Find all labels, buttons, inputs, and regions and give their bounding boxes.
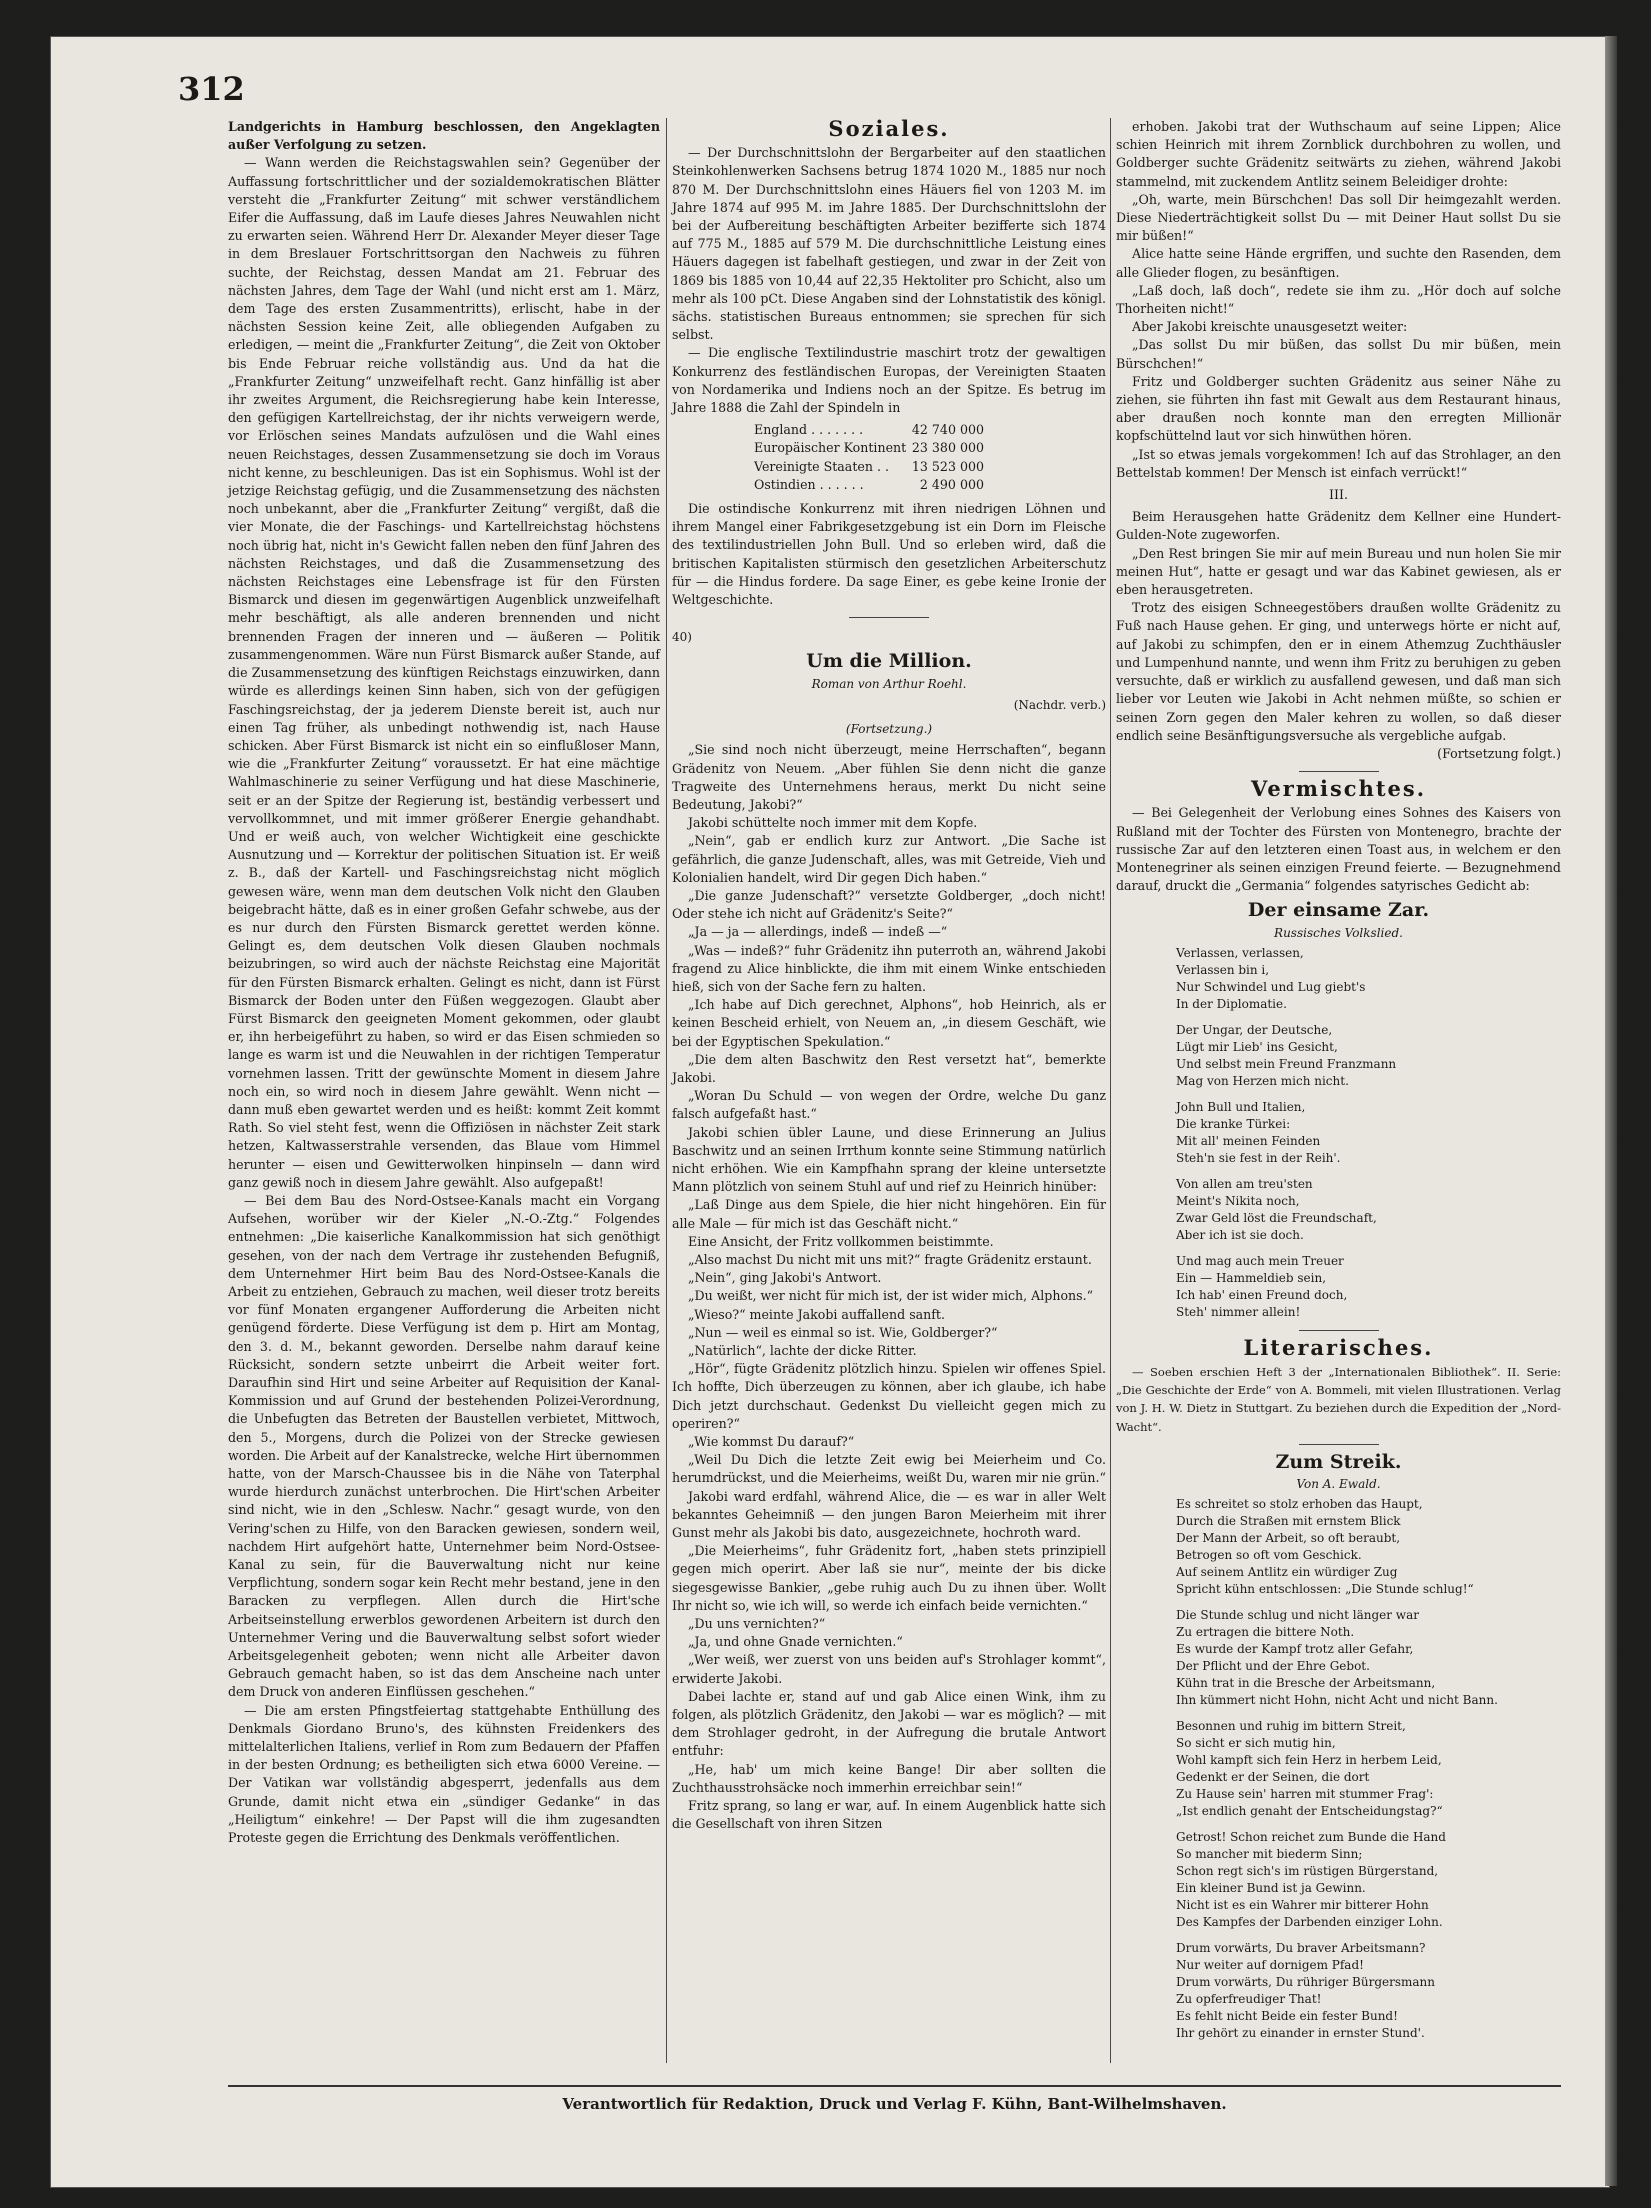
poem-line: Nicht ist es ein Wahrer mir bitterer Hohn xyxy=(1176,1898,1429,1913)
article-paragraph: Die ostindische Konkurrenz mit ihren niedrigen Löhnen und ihrem Mangel einer Fabrikgesetzgebung ist ein Dorn im Fleische des textilindustriellen John Bull. Und so erleben wird, daß die britischen Kapitalisten stürmisch den gesetzlichen Arbeiterschutz für — die Hindus fordere. Da sage Einer, es gebe keine Ironie der Weltgeschichte. xyxy=(672,501,1106,608)
poem-line: Ein — Hammeldieb sein, xyxy=(1176,1270,1327,1285)
poem-line: Drum vorwärts, Du rühriger Bürgersmann xyxy=(1176,1975,1436,1990)
column-2 xyxy=(672,118,1106,1833)
poem-subtitle: Russisches Volkslied. xyxy=(1274,925,1403,940)
story-paragraph: „Nein“, gab er endlich kurz zur Antwort. „Die Sache ist gefährlich, die ganze Judenschaft, alles, was mit Getreide, Vieh und Kolonialien handelt, wird Dir gegen Dich haben.“ xyxy=(672,833,1106,885)
table-row: England . . . . . . . 42 740 000 xyxy=(754,422,984,438)
story-paragraph: „Oh, warte, mein Bürschchen! Das soll Dir heimgezahlt werden. Diese Niederträchtigkeit sollst Du — mit Deiner Haut sollst Du sie mir büßen!“ xyxy=(1116,191,1561,244)
poem-line: Nur weiter auf dornigem Pfad! xyxy=(1176,1958,1364,1973)
story-paragraph: erhoben. Jakobi trat der Wuthschaum auf seine Lippen; Alice schien Heinrich mit ihrem Zornblick durchbohren zu wollen, und Goldberger suchte Grädenitz seitwärts zu ziehen, während Jakobi stammelnd, mit zuckendem Antlitz seinem Beleidiger drohte: xyxy=(1116,119,1561,189)
poem-line: So sicht er sich mutig hin, xyxy=(1176,1736,1336,1751)
section-heading-literarisches: Literarisches. xyxy=(1243,1334,1434,1360)
poem-line: Zu ertragen die bittere Noth. xyxy=(1176,1625,1355,1640)
novel-text-continued xyxy=(1116,508,1561,745)
story-paragraph: Dabei lachte er, stand auf und gab Alice einen Wink, ihm zu folgen, als plötzlich Grädenitz, den Jakobi — war es möglich? — mit dem Strohlager gedroht, in der Aufregung die brutale Antwort entfuhr: xyxy=(672,1688,1106,1759)
story-paragraph: „Wieso?“ meinte Jakobi auffallend sanft. xyxy=(688,1306,945,1322)
novel-text xyxy=(672,741,1106,1833)
poem-line: John Bull und Italien, xyxy=(1176,1099,1306,1114)
poem-title: Der einsame Zar. xyxy=(1247,899,1430,922)
poem-line: Ihn kümmert nicht Hohn, nicht Acht und nicht Bann. xyxy=(1176,1693,1498,1708)
story-paragraph: „Nein“, ging Jakobi's Antwort. xyxy=(688,1270,882,1286)
table-row: Europäischer Kontinent 23 380 000 xyxy=(754,440,984,456)
continuation-note: (Fortsetzung.) xyxy=(845,722,933,737)
novel-text-continued xyxy=(1116,118,1561,482)
poem-line: Mag von Herzen mich nicht. xyxy=(1176,1073,1349,1088)
article-paragraph: — Bei dem Bau des Nord-Ostsee-Kanals macht ein Vorgang Aufsehen, worüber wir der Kieler „N.-O.-Ztg.“ Folgendes entnehmen: „Die kaiserliche Kanalkommission hat sich genöthigt gesehen, von der nach dem Vertrage ihr zustehenden Befugniß, dem Unternehmer Hirt beim Bau des Nord-Ostsee-Kanals die Arbeit zu entziehen, Gebrauch zu machen, weil dieser trotz bereits vor fünf Monaten ergangener Aufforderung die Arbeiten nicht genügend förderte. Diese Verfügung ist dem p. Hirt am Montag, den 3. d. M., bekannt geworden. Derselbe nahm darauf keine Rücksicht, sondern setzte unbeirrt die Arbeit weiter fort. Daraufhin sind Hirt und seine Arbeiter auf Requisition der Kanal-Kommission und auf Grund der bestehenden Polizei-Verordnung, die Unbefugten das Betreten der Baustellen verbietet, Mittwoch, den 5., Morgens, durch die Polizei von der Strecke gewiesen worden. Die Arbeit auf der Kanalstrecke, welche Hirt übernommen hatte, von der Marsch-Chaussee bis in die Nähe von Taterphal wurde hierdurch zunächst unterbrochen. Die Hirt'schen Arbeiter sind nicht, wie in den „Schlesw. Nachr.“ gesagt wurde, von den Vering'schen zu Hilfe, von den Baracken gewiesen, sondern weil, nachdem Hirt aufgehört hatte, Unternehmer beim Nord-Ostsee-Kanal zu sein, für die Bauverwaltung nicht nur keine Verpflichtung, sondern sogar kein Recht mehr bestand, jene in den Baracken zu verpflegen. Allen durch die Hirt'sche Arbeitseinstellung erwerblos gewordenen Arbeitern ist durch den Unternehmer Vering und die Bauverwaltung selbst sofort wieder Arbeitsgelegenheit geboten; wenn nicht alle Arbeiter davon Gebrauch gemacht haben, so ist das dem Anscheine nach unter dem Druck von anderen Einflüssen geschehen.“ xyxy=(228,1192,660,1700)
story-paragraph: „Du uns vernichten?“ xyxy=(688,1616,826,1632)
story-paragraph: „Ich habe auf Dich gerechnet, Alphons“, hob Heinrich, als er keinen Bescheid erhielt, von Neuem an, „in diesem Geschäft, wie bei der Egyptischen Spekulation.“ xyxy=(672,997,1106,1049)
story-paragraph: Jakobi ward erdfahl, während Alice, die — es war in aller Welt bekanntes Geheimniß — den jungen Baron Meierheim mit ihrer Gunst mehr als Jakobi bis dato, ausgezeichnete, hochroth ward. xyxy=(672,1488,1106,1541)
section-heading-vermischtes: Vermischtes. xyxy=(1250,776,1427,802)
table-row: Vereinigte Staaten . . 13 523 000 xyxy=(754,458,984,474)
story-paragraph: „Du weißt, wer nicht für mich ist, der ist wider mich, Alphons.“ xyxy=(688,1288,1094,1304)
story-paragraph: „Ja, und ohne Gnade vernichten.“ xyxy=(688,1634,903,1650)
poem-line: Und selbst mein Freund Franzmann xyxy=(1176,1056,1397,1071)
poem xyxy=(1176,945,1561,1321)
story-paragraph: „Ja — ja — allerdings, indeß — indeß —“ xyxy=(688,924,948,940)
article-paragraph: — Wann werden die Reichstagswahlen sein? Gegenüber der Auffassung fortschrittlicher und der sozialdemokratischen Blätter versteht die „Frankfurter Zeitung“ mit schwer verständlichem Eifer die Auffassung, daß im Laufe dieses Jahres Neuwahlen nicht zu erwarten seien. Während Herr Dr. Alexander Meyer dieser Tage in dem Breslauer Fortschrittsorgan den Nachweis zu führen suchte, der Reichstag, dessen Mandat am 21. Februar des nächsten Jahres, dem Tage der Wahl (und nicht erst am 1. März, dem Tage des ersten Zusammentritts), erlischt, habe in der nächsten Session keine Zeit, alle obliegenden Aufgaben zu erledigen, — meint die „Frankfurter Zeitung“, die Zeit von Oktober bis Ende Februar reiche vollständig aus. Und da hat die „Frankfurter Zeitung“ unzweifelhaft recht. Ganz hinfällig ist aber ihr zweites Argument, die Reichsregierung habe kein Interesse, den gefügigen Kartellreichstag, der ihr nichts verweigern werde, vor Erlöschen seines Mandats aufzulösen und die Wahl eines neuen Reichstages, dessen Zusammensetzung sie doch im Voraus nicht kenne, zu beschleunigen. Das ist ein Sophismus. Wohl ist der jetzige Reichstag gefügig, und die Zusammensetzung des nächsten noch unbekannt, aber die „Frankfurter Zeitung“ vergißt, daß die vier Monate, die der Faschings- und Kartellreichstag höchstens noch übrig hat, nicht in's Gewicht fallen neben den fünf Jahren des nächsten Reichstages, und daß die Zusammensetzung des nächsten Reichstages eine Lebensfrage ist für den Fürsten Bismarck und diesen im gegenwärtigen Augenblick unzweifelhaft mehr beschäftigt, als alle anderen brennenden und nicht brennenden Fragen der inneren und — äußeren — Politik zusammengenommen. Wäre nun Fürst Bismarck außer Stande, auf die Zusammensetzung des künftigen Reichstags einzuwirken, dann würde es allerdings keinen Sinn haben, sich von der gefügigen Faschingsreichstag, der ja jederem Dienste bereit ist, auch nur einen Tag früher, als unbedingt nothwendig ist, nach Hause schicken. Aber Fürst Bismarck ist nicht ein so einflußloser Mann, wie die „Frankfurter Zeitung“ voraussetzt. Er hat eine mächtige Wahlmaschinerie zu seiner Verfügung und hat diese Maschinerie, seit er an der Spitze der Regierung ist, beständig verbessert und vervollkommnet, und mit immer größerer Energie gehandhabt. Und er weiß auch, von welcher Wichtigkeit eine geschickte Ausnutzung und — Korrektur der politischen Situation ist. Er weiß z. B., daß der Kartell- und Faschingsreichstag nicht möglich gewesen wäre, wenn man dem deutschen Volk nicht den Glauben beigebracht hätte, daß es in einer großen Gefahr schwebe, aus der es nur durch den Fürsten Bismarck gerettet werden könne. Gelingt es, dem deutschen Volk diesen Glauben nochmals beizubringen, so wird auch der nächste Reichstag eine Majorität für den Fürsten Bismarck erhalten. Gelingt es nicht, dann ist Fürst Bismarck der Boden unter den Füßen weggezogen. Glaubt aber Fürst Bismarck den geeigneten Moment gekommen, oder glaubt er, ihn herbeigeführt zu haben, so wird er das Eisen schmieden so lange es warm ist und die Neuwahlen in der richtigen Temperatur vornehmen lassen. Tritt der gewünschte Moment in diesem Jahre noch ein, so wird noch in diesem Jahre gewählt. Wenn nicht — dann muß eben gewartet werden und es heißt: kommt Zeit kommt Rath. So viel steht fest, wenn die Offiziösen in nächster Zeit stark hetzen, Kaltwasserstrahle versenden, das Blaue vom Himmel herunter — eisen und Gewitterwolken hinpinseln — dann wird ganz gewiß noch in diesem Jahre gewählt. Also aufgepaßt! xyxy=(228,155,660,1190)
separator xyxy=(1299,1330,1379,1331)
story-paragraph: Alice hatte seine Hände ergriffen, und suchte den Rasenden, dem alle Glieder flogen, zu besänftigen. xyxy=(1116,246,1561,280)
poem-line: Ihr gehört zu einander in ernster Stund'. xyxy=(1176,2026,1425,2041)
reprint-notice: (Nachdr. verb.) xyxy=(1013,697,1106,712)
imprint-footer: Verantwortlich für Redaktion, Druck und Verlag F. Kühn, Bant-Wilhelmshaven. xyxy=(228,2085,1561,2113)
poem-line: Die kranke Türkei: xyxy=(1176,1116,1291,1131)
poem-line: Und mag auch mein Treuer xyxy=(1176,1253,1344,1268)
story-paragraph: Aber Jakobi kreischte unausgesetzt weiter: xyxy=(1132,319,1408,335)
poem-stanza xyxy=(1176,1718,1561,1820)
story-paragraph: „Ist so etwas jemals vorgekommen! Ich auf das Strohlager, an den Bettelstab kommen! Der Mensch ist einfach verrückt!“ xyxy=(1116,446,1561,480)
spindle-table xyxy=(754,421,984,494)
poem-stanza xyxy=(1176,1607,1561,1709)
story-paragraph: „Also machst Du nicht mit uns mit?“ fragte Grädenitz erstaunt. xyxy=(688,1251,1092,1267)
poem-line: Der Ungar, der Deutsche, xyxy=(1176,1022,1333,1037)
article-paragraph: — Bei Gelegenheit der Verlobung eines Sohnes des Kaisers von Rußland mit der Tochter des Fürsten von Montenegro, brachte der russische Zar auf den letzteren einen Toast aus, in welchem er den Montenegriner als seinen einzigen Freund feierte. — Bezugnehmend darauf, druckt die „Germania“ folgendes satyrisches Gedicht ab: xyxy=(1116,805,1561,894)
poem-stanza xyxy=(1176,1940,1561,2042)
article-paragraph: Landgerichts in Hamburg beschlossen, den Angeklagten außer Verfolgung zu setzen. xyxy=(228,119,660,153)
poem-line: Der Mann der Arbeit, so oft beraubt, xyxy=(1176,1531,1401,1546)
story-paragraph: „Woran Du Schuld — von wegen der Ordre, welche Du ganz falsch aufgefaßt hast.“ xyxy=(672,1088,1106,1122)
story-paragraph: Jakobi schüttelte noch immer mit dem Kopfe. xyxy=(688,815,978,831)
poem-line: Durch die Straßen mit ernstem Blick xyxy=(1176,1514,1401,1529)
poem-line: Es wurde der Kampf trotz aller Gefahr, xyxy=(1176,1642,1414,1657)
chapter-number: III. xyxy=(1329,487,1348,503)
poem-line: Spricht kühn entschlossen: „Die Stunde schlug!“ xyxy=(1176,1582,1474,1597)
poem-line: So mancher mit biederm Sinn; xyxy=(1176,1847,1363,1862)
story-paragraph: „He, hab' um mich keine Bange! Dir aber sollten die Zuchthausstrohsäcke noch immerhin erreichbar sein!“ xyxy=(672,1761,1106,1795)
story-paragraph: „Natürlich“, lachte der dicke Ritter. xyxy=(688,1343,917,1358)
poem-line: In der Diplomatie. xyxy=(1176,996,1287,1011)
poem-line: Steh' nimmer allein! xyxy=(1176,1304,1301,1319)
story-paragraph: „Laß Dinge aus dem Spiele, die hier nicht hingehören. Ein für alle Male — für mich ist das Geschäft nicht.“ xyxy=(672,1197,1106,1231)
poem-line: Des Kampfes der Darbenden einziger Lohn. xyxy=(1176,1915,1443,1930)
poem-line: Die Stunde schlug und nicht länger war xyxy=(1176,1608,1419,1623)
poem-stanza xyxy=(1176,1099,1561,1167)
poem-line: Von allen am treu'sten xyxy=(1176,1176,1313,1191)
separator xyxy=(1299,771,1379,772)
column-rule xyxy=(1110,118,1111,2063)
column-1 xyxy=(228,118,660,1847)
article-paragraph: — Die englische Textilindustrie maschirt trotz der gewaltigen Konkurrenz des festländischen Europas, der Vereinigten Staaten von Nordamerika und Indiens noch an der Spitze. Es betrug im Jahre 1888 die Zahl der Spindeln in xyxy=(672,345,1106,416)
article-paragraph: — Soeben erschien Heft 3 der „Internationalen Bibliothek“. II. Serie: „Die Geschichte der Erde“ von A. Bommeli, mit vielen Illustrationen. Verlag von J. H. W. Dietz in Stuttgart. Zu beziehen durch die Expedition der „Nord-Wacht“. xyxy=(1116,1364,1561,1434)
story-paragraph: „Nun — weil es einmal so ist. Wie, Goldberger?“ xyxy=(688,1324,998,1340)
story-paragraph: Fritz sprang, so lang er war, auf. In einem Augenblick hatte sich die Gesellschaft von ihren Sitzen xyxy=(672,1798,1106,1832)
poem-line: Besonnen und ruhig im bittern Streit, xyxy=(1176,1719,1406,1734)
story-paragraph: „Das sollst Du mir büßen, das sollst Du mir büßen, mein Bürschchen!“ xyxy=(1116,337,1561,371)
poem-title: Zum Streik. xyxy=(1275,1450,1402,1473)
installment-number: 40) xyxy=(672,630,692,645)
poem-line: Es schreitet so stolz erhoben das Haupt, xyxy=(1176,1497,1423,1512)
story-paragraph: Trotz des eisigen Schneegestöbers draußen wollte Grädenitz zu Fuß nach Hause gehen. Er ging, und unterwegs hörte er nicht auf, auf Jakobi zu schimpfen, den er in einem Athemzug Zuchthäusler und Lumpenhund nannte, und wenn ihm Fritz zu beruhigen zu geben versuchte, daß er wirklich zu ausfallend gewesen, und daß man sich lieber vor Leuten wie Jakobi in Acht nehmen müßte, so schien er seinen Zorn gegen den Maler kehren zu wollen, so daß dieser endlich seine Besänftigungsversuche als vergebliche aufgab. xyxy=(1116,600,1561,743)
poem-line: Verlassen, verlassen, xyxy=(1176,945,1304,960)
story-paragraph: „Die dem alten Baschwitz den Rest versetzt hat“, bemerkte Jakobi. xyxy=(672,1051,1106,1085)
story-paragraph: „Wie kommst Du darauf?“ xyxy=(688,1434,855,1450)
story-paragraph: „Laß doch, laß doch“, redete sie ihm zu. „Hör doch auf solche Thorheiten nicht!“ xyxy=(1116,282,1561,317)
poem-line: Zwar Geld löst die Freundschaft, xyxy=(1176,1210,1377,1225)
story-paragraph: „Was — indeß?“ fuhr Grädenitz ihn puterroth an, während Jakobi fragend zu Alice hinblickte, die ihm mit einem Winke entschieden hieß, sich von der Sache fern zu halten. xyxy=(672,942,1106,994)
page-number: 312 xyxy=(178,70,245,108)
article-paragraph: — Die am ersten Pfingstfeiertag stattgehabte Enthüllung des Denkmals Giordano Bruno's, des kühnsten Freidenkers des mittelalterlichen Italiens, verlief in Rom zum Bedauern der Pfaffen in der besten Ordnung; es betheiligten sich etwa 6000 Vereine. — Der Vatikan war vollständig abgesperrt, jedenfalls aus dem Grunde, damit nicht etwa ein „sündiger Gedanke“ in das „Heiligtum“ einkehre! — Der Papst will die ihm zugesandten Proteste gegen die Errichtung des Denkmals veröffentlichen. xyxy=(228,1702,660,1846)
poem-stanza xyxy=(1176,945,1561,1013)
section-heading-soziales: Soziales. xyxy=(828,116,950,141)
poem xyxy=(1176,1496,1561,2042)
poem-line: Zu Hause sein' harren mit stummer Frag': xyxy=(1176,1787,1434,1802)
article-paragraph: — Der Durchschnittslohn der Bergarbeiter auf den staatlichen Steinkohlenwerken Sachsens betrug 1874 1020 M., 1885 nur noch 870 M. Der Durchschnittslohn eines Häuers fiel von 1203 M. im Jahre 1874 auf 995 M. im Jahre 1885. Der Durchschnittslohn der bei der Aufbereitung beschäftigten Arbeiter bezifferte sich 1874 auf 775 M., 1885 auf 579 M. Die durchschnittliche Leistung eines Häuers dagegen ist fabelhaft gestiegen, und zwar in der Zeit von 1869 bis 1885 von 10,44 auf 22,35 Hektoliter pro Schicht, also um mehr als 100 pCt. Diese Angaben sind der Lohnstatistik des königl. sächs. statistischen Bureaus entnommen; sie sprechen für sich selbst. xyxy=(672,145,1106,343)
book-edge xyxy=(1605,36,1617,2186)
story-paragraph: „Die ganze Judenschaft?“ versetzte Goldberger, „doch nicht! Oder stehe ich nicht auf Grädenitz's Seite?“ xyxy=(672,887,1106,922)
novel-title: Um die Million. xyxy=(806,650,972,673)
to-be-continued: (Fortsetzung folgt.) xyxy=(1437,745,1561,761)
poem-line: Drum vorwärts, Du braver Arbeitsmann? xyxy=(1176,1941,1426,1956)
poem-stanza xyxy=(1176,1829,1561,1931)
poem-line: Kühn trat in die Bresche der Arbeitsmann, xyxy=(1176,1676,1436,1691)
poem-stanza xyxy=(1176,1022,1561,1090)
story-paragraph: „Wer weiß, wer zuerst von uns beiden auf's Strohlager kommt“, erwiderte Jakobi. xyxy=(672,1652,1106,1686)
separator xyxy=(849,617,929,618)
poem-stanza xyxy=(1176,1253,1561,1321)
poem-line: Ein kleiner Bund ist ja Gewinn. xyxy=(1176,1881,1366,1896)
story-paragraph: „Hör“, fügte Grädenitz plötzlich hinzu. Spielen wir offenes Spiel. Ich hoffte, Dich überzeugen zu können, aber ich glaube, ich habe Dich jetzt durchschaut. Gedenkst Du vielleicht gegen mich zu operiren?“ xyxy=(672,1361,1106,1431)
poem-line: Ich hab' einen Freund doch, xyxy=(1176,1287,1348,1302)
column-3 xyxy=(1116,118,1561,2051)
poem-line: Auf seinem Antlitz ein würdiger Zug xyxy=(1176,1565,1398,1580)
poem-line: Betrogen so oft vom Geschick. xyxy=(1176,1548,1362,1563)
poem-line: Zu opferfreudiger That! xyxy=(1176,1992,1322,2007)
story-paragraph: Jakobi schien übler Laune, und diese Erinnerung an Julius Baschwitz und an seinen Irrthum konnte seine Stimmung natürlich nicht erhöhen. Wie ein Kampfhahn sprang der kleine untersetzte Mann plötzlich von seinem Stuhl auf und rief zu Heinrich hinüber: xyxy=(672,1124,1106,1195)
story-paragraph: Beim Herausgehen hatte Grädenitz dem Kellner eine Hundert-Gulden-Note zugeworfen. xyxy=(1116,509,1561,543)
poem-line: Es fehlt nicht Beide ein fester Bund! xyxy=(1176,2009,1398,2024)
poem-line: Lügt mir Lieb' ins Gesicht, xyxy=(1176,1039,1338,1054)
novel-byline: Roman von Arthur Roehl. xyxy=(811,676,967,691)
poem-line: „Ist endlich genaht der Entscheidungstag?“ xyxy=(1176,1804,1443,1819)
table-row: Ostindien . . . . . . 2 490 000 xyxy=(754,476,984,492)
story-paragraph: „Weil Du Dich die letzte Zeit ewig bei Meierheim und Co. herumdrückst, und die Meierheims, weißt Du, waren mir nie grün.“ xyxy=(672,1452,1106,1486)
poem-line: Getrost! Schon reichet zum Bunde die Hand xyxy=(1176,1830,1446,1845)
story-paragraph: „Die Meierheims“, fuhr Grädenitz fort, „haben stets prinzipiell gegen mich operirt. Aber laß sie nur“, meinte der bis dicke siegesgewisse Bankier, „gebe ruhig auch Du zu ihnen über. Wollt Ihr nicht so, wie ich will, so werde ich einfach beide vernichten.“ xyxy=(672,1543,1106,1613)
poem-line: Verlassen bin i, xyxy=(1176,962,1270,977)
continuation-row xyxy=(1116,745,1561,763)
poem-line: Mit all' meinen Feinden xyxy=(1176,1133,1321,1148)
poem-line: Gedenkt er der Seinen, die dort xyxy=(1176,1770,1370,1785)
story-paragraph: Fritz und Goldberger suchten Grädenitz aus seiner Nähe zu ziehen, sie führten ihn fast mit Gewalt aus dem Restaurant hinaus, aber draußen noch konnte man den erregten Millionär kopfschüttelnd laut vor sich hinwüthen hören. xyxy=(1116,373,1561,444)
poem-line: Wohl kampft sich fein Herz in herbem Leid, xyxy=(1176,1753,1442,1768)
poem-line: Nur Schwindel und Lug giebt's xyxy=(1176,979,1366,994)
story-paragraph: Eine Ansicht, der Fritz vollkommen beistimmte. xyxy=(688,1233,994,1249)
poem-line: Aber ich ist sie doch. xyxy=(1176,1227,1304,1242)
poem-line: Der Pflicht und der Ehre Gebot. xyxy=(1176,1659,1370,1674)
poem-line: Meint's Nikita noch, xyxy=(1176,1193,1300,1208)
separator xyxy=(1299,1444,1379,1445)
story-paragraph: „Sie sind noch nicht überzeugt, meine Herrschaften“, begann Grädenitz von Neuem. „Aber fühlen Sie denn nicht die ganze Tragweite des Unternehmens heraus, merkt Du nicht seine Bedeutung, Jakobi?“ xyxy=(672,742,1106,812)
poem-author: Von A. Ewald. xyxy=(1296,1476,1381,1491)
poem-line: Steh'n sie fest in der Reih'. xyxy=(1176,1150,1341,1165)
poem-line: Schon regt sich's im rüstigen Bürgerstand, xyxy=(1176,1864,1439,1879)
story-paragraph: „Den Rest bringen Sie mir auf mein Bureau und nun holen Sie mir meinen Hut“, hatte er gesagt und war das Kabinet gewiesen, als er eben herausgetreten. xyxy=(1116,545,1561,598)
poem-stanza xyxy=(1176,1496,1561,1598)
poem-stanza xyxy=(1176,1176,1561,1244)
column-rule xyxy=(666,118,667,2063)
